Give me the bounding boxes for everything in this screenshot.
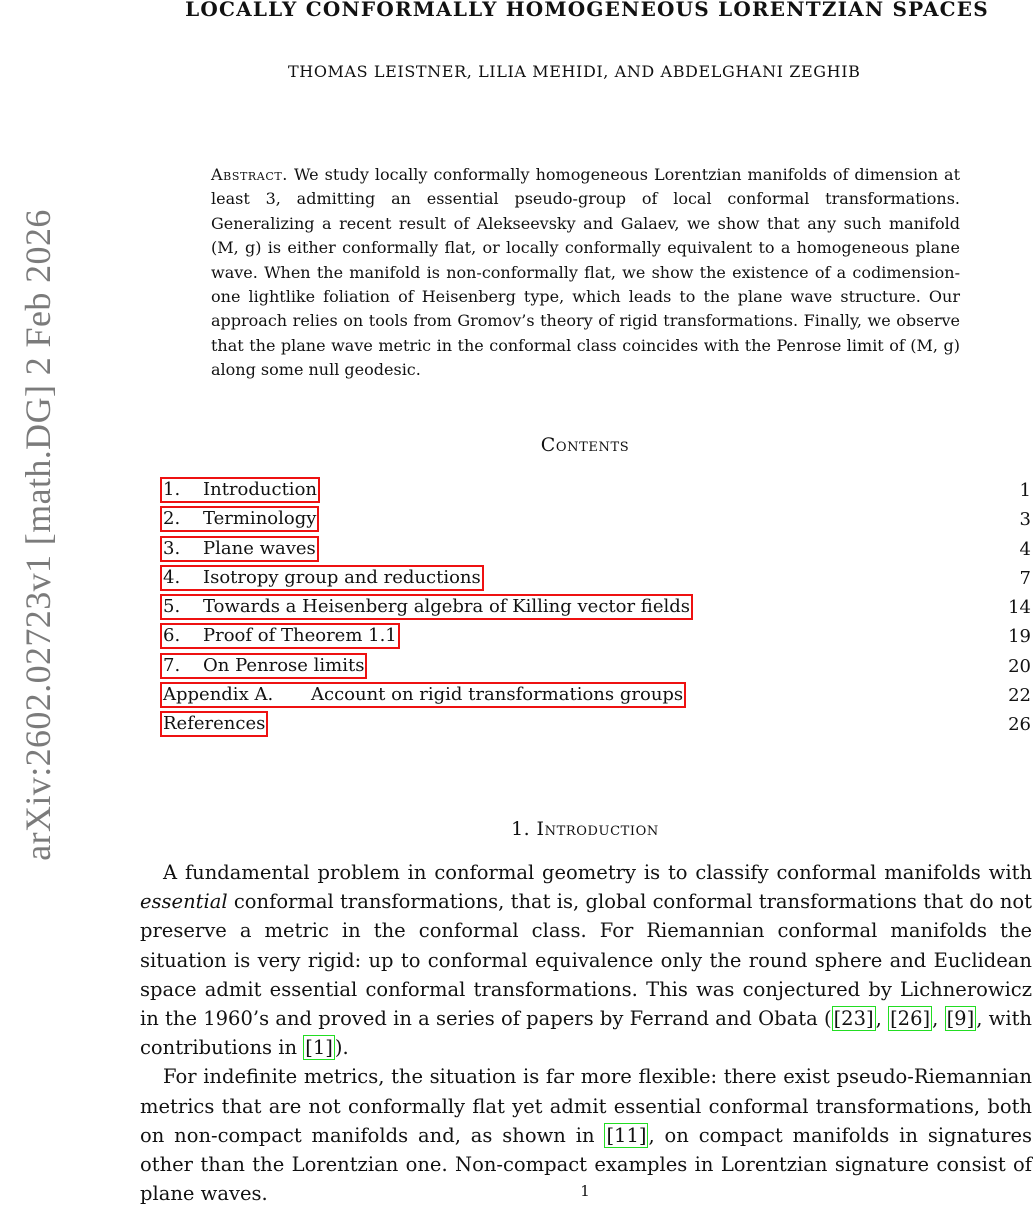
table-of-contents bbox=[160, 476, 1033, 740]
toc-label: Proof of Theorem 1.1 bbox=[203, 625, 397, 647]
toc-page-number: 7 bbox=[1019, 567, 1031, 589]
abstract-label: Abstract. bbox=[211, 165, 288, 184]
toc-label: Plane waves bbox=[203, 537, 316, 559]
toc-page-number: 20 bbox=[1008, 655, 1031, 677]
toc-link[interactable] bbox=[160, 623, 400, 649]
toc-page-number: 26 bbox=[1008, 714, 1031, 736]
toc-link[interactable] bbox=[160, 536, 319, 562]
citation-link[interactable]: [26] bbox=[890, 1007, 931, 1031]
toc-label: Introduction bbox=[203, 479, 317, 500]
toc-number: 4. bbox=[163, 566, 181, 588]
text-run: , with contributions in bbox=[140, 1007, 1032, 1060]
toc-number: 3. bbox=[163, 537, 181, 559]
toc-number: 1. bbox=[163, 479, 181, 500]
toc-page-number: 3 bbox=[1019, 509, 1031, 531]
abstract-text: We study locally conformally homogeneous Lorentzian manifolds of dimension at least 3, admitting an essential pseudo-group of local conformal transformations. Generalizing a recent result of Alekseevsky and Galaev, we show that any such manifold (M, g) is either conformally flat, or locally conformally equivalent to a homogeneous plane wave. When the manifold is non-conformally flat, we show the existence of a codimension-one lightlike foliation of Heisenberg type, which leads to the plane wave structure. Our approach relies on tools from Gromov’s theory of rigid transformations. Finally, we observe that the plane wave metric in the conformal class coincides with the Penrose limit of (M, g) along some null geodesic. bbox=[211, 165, 960, 380]
text-run: ). bbox=[334, 1036, 349, 1060]
toc-page-number: 19 bbox=[1008, 626, 1031, 648]
text-run: A fundamental problem in conformal geometry is to classify conformal manifolds with bbox=[163, 861, 1032, 884]
toc-label: References bbox=[163, 713, 266, 735]
arxiv-id: arXiv:2602.02723v1 [math.DG] 2 Feb 2026 bbox=[18, 209, 58, 861]
toc-number: 5. bbox=[163, 596, 181, 618]
paper-authors: THOMAS LEISTNER, LILIA MEHIDI, AND ABDELGHANI ZEGHIB bbox=[288, 62, 861, 81]
text-run: , bbox=[932, 1007, 945, 1031]
citation-link[interactable]: [1] bbox=[305, 1036, 333, 1060]
toc-entry bbox=[160, 564, 1033, 593]
toc-number: 2. bbox=[163, 508, 181, 530]
toc-label: On Penrose limits bbox=[203, 654, 365, 676]
toc-link[interactable] bbox=[160, 506, 319, 532]
toc-entry bbox=[160, 710, 1033, 739]
section-title: Introduction bbox=[536, 818, 659, 840]
toc-number: 7. bbox=[163, 654, 181, 676]
toc-number: Appendix A. bbox=[163, 684, 274, 706]
citation-link[interactable]: [23] bbox=[833, 1007, 874, 1031]
toc-label: Terminology bbox=[203, 508, 317, 530]
section-heading-introduction bbox=[0, 818, 1033, 840]
toc-entry bbox=[160, 622, 1033, 651]
emphasis-essential: essential bbox=[140, 890, 228, 914]
page-number: 1 bbox=[580, 1182, 590, 1200]
toc-link[interactable] bbox=[160, 594, 693, 620]
toc-link[interactable] bbox=[160, 565, 484, 591]
paper-title: LOCALLY CONFORMALLY HOMOGENEOUS LORENTZIAN SPACES bbox=[185, 0, 989, 21]
citation-link[interactable]: [11] bbox=[606, 1123, 647, 1147]
toc-link[interactable] bbox=[160, 653, 367, 679]
toc-page-number: 1 bbox=[1019, 480, 1031, 501]
toc-entry bbox=[160, 535, 1033, 564]
toc-entry bbox=[160, 593, 1033, 622]
abstract bbox=[211, 163, 960, 383]
toc-entry bbox=[160, 681, 1033, 710]
toc-label: Towards a Heisenberg algebra of Killing vector fields bbox=[203, 596, 690, 618]
text-run: conformal transformations, that is, global conformal transformations that do not preserve a metric in the conformal class. For Riemannian conformal manifolds the situation is very rigid: up to conformal equivalence only the round sphere and Euclidean space admit essential conformal transformations. This was conjectured by Lichnerowicz in the 1960’s and proved in a series of papers by Ferrand and Obata ( bbox=[140, 890, 1032, 1031]
toc-link[interactable] bbox=[160, 711, 268, 737]
toc-number: 6. bbox=[163, 625, 181, 647]
toc-page-number: 4 bbox=[1019, 538, 1031, 560]
text-run: , bbox=[875, 1007, 889, 1031]
text-run: For indefinite metrics, the situation is far more flexible: there exist pseudo-Riemannian metrics that are not conformally flat yet admit essential conformal transformations, both on non-compact manifolds and, as shown in bbox=[140, 1065, 1032, 1147]
toc-entry bbox=[160, 505, 1033, 534]
toc-entry bbox=[160, 652, 1033, 681]
toc-label: Account on rigid transformations groups bbox=[311, 684, 684, 706]
toc-entry bbox=[160, 476, 1033, 505]
section-number: 1. bbox=[511, 818, 531, 840]
toc-page-number: 22 bbox=[1008, 685, 1031, 707]
toc-label: Isotropy group and reductions bbox=[203, 566, 481, 588]
intro-paragraph-1 bbox=[140, 858, 1032, 1062]
contents-heading: Contents bbox=[540, 434, 630, 456]
introduction-body bbox=[140, 858, 1032, 1208]
citation-link[interactable]: [9] bbox=[946, 1007, 975, 1031]
toc-link[interactable] bbox=[160, 477, 320, 503]
toc-page-number: 14 bbox=[1008, 597, 1031, 619]
toc-link[interactable] bbox=[160, 682, 686, 708]
text-run: , on compact manifolds in signatures other than the Lorentzian one. Non-compact examples in Lorentzian signature consist of plane waves. bbox=[140, 1123, 1032, 1206]
